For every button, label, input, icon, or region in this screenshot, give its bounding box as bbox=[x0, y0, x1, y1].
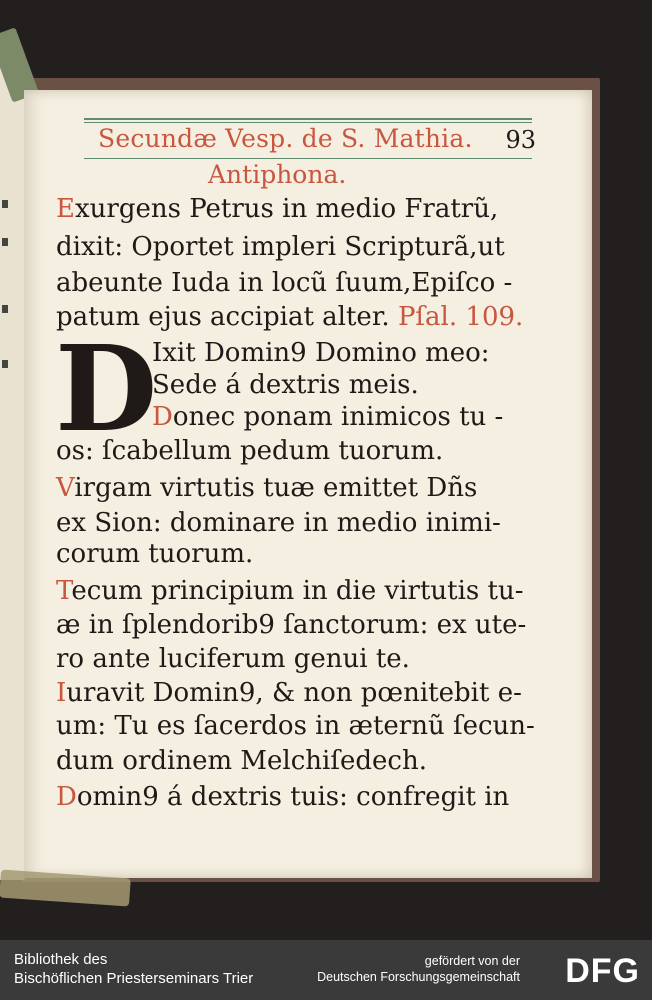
left-page-ink-mark bbox=[2, 305, 8, 313]
funding-line-2: Deutschen Forschungsgemeinschaft bbox=[317, 970, 520, 984]
running-title: Secundæ Vesp. de S. Mathia. bbox=[98, 124, 473, 153]
verse-1-line-1: Ixit Domin9 Domino meo: bbox=[152, 338, 490, 368]
library-name-line-1: Bibliothek des bbox=[14, 951, 108, 968]
antiphon-initial: E bbox=[56, 194, 75, 224]
verse-5-line-2: um: Tu es ſacerdos in æternũ ſecun- bbox=[56, 711, 535, 741]
antiphon-line-1: Exurgens Petrus in medio Fratrũ, bbox=[56, 194, 499, 224]
header-rule-top-thin bbox=[84, 122, 532, 123]
verse-5-line-3: dum ordinem Melchiſedech. bbox=[56, 746, 427, 776]
footer-banner bbox=[0, 940, 652, 1000]
verse-2-line-1: Donec ponam inimicos tu - bbox=[152, 402, 504, 432]
dfg-logo: DFG bbox=[565, 952, 640, 990]
page-number: 93 bbox=[505, 126, 536, 154]
left-page-edge bbox=[0, 60, 25, 880]
antiphon-line-3: abeunte Iuda in locũ ſuum,Epiſco - bbox=[56, 268, 513, 298]
verse-6-line-1: Domin9 á dextris tuis: confregit in bbox=[56, 782, 510, 812]
verse-1-line-2: Sede á dextris meis. bbox=[152, 370, 419, 400]
left-page-ink-mark bbox=[2, 200, 8, 208]
decorated-initial-d: D bbox=[55, 319, 158, 458]
funding-line-1: gefördert von der bbox=[424, 954, 520, 968]
verse-4-line-3: ro ante luciferum genui te. bbox=[56, 644, 410, 674]
header-rule-top bbox=[84, 118, 532, 120]
verse-5-line-1: Iuravit Domin9, & non pœnitebit e- bbox=[56, 678, 522, 708]
verse-4-line-1: Tecum principium in die virtutis tu- bbox=[56, 576, 524, 606]
antiphona-heading: Antiphona. bbox=[208, 160, 347, 189]
antiphon-line-2: dixit: Oportet impleri Scripturã,ut bbox=[56, 232, 505, 262]
left-page-ink-mark bbox=[2, 238, 8, 246]
psalm-reference: Pſal. 109. bbox=[397, 302, 524, 332]
library-name-line-2: Bischöflichen Priesterseminars Trier bbox=[14, 970, 254, 987]
verse-3-line-2: ex Sion: dominare in medio inimi- bbox=[56, 508, 501, 538]
verse-3-line-1: Virgam virtutis tuæ emittet Dñs bbox=[56, 473, 478, 503]
page-header bbox=[98, 124, 538, 156]
header-rule-bottom bbox=[84, 158, 532, 159]
verse-2-line-2: os: ſcabellum pedum tuorum. bbox=[56, 436, 444, 466]
left-page-ink-mark bbox=[2, 360, 8, 368]
verse-4-line-2: æ in ſplendorib9 ſanctorum: ex ute- bbox=[56, 610, 527, 640]
verse-3-line-3: corum tuorum. bbox=[56, 539, 254, 569]
antiphon-line-4: patum ejus accipiat alter. Pſal. 109. bbox=[56, 302, 524, 332]
